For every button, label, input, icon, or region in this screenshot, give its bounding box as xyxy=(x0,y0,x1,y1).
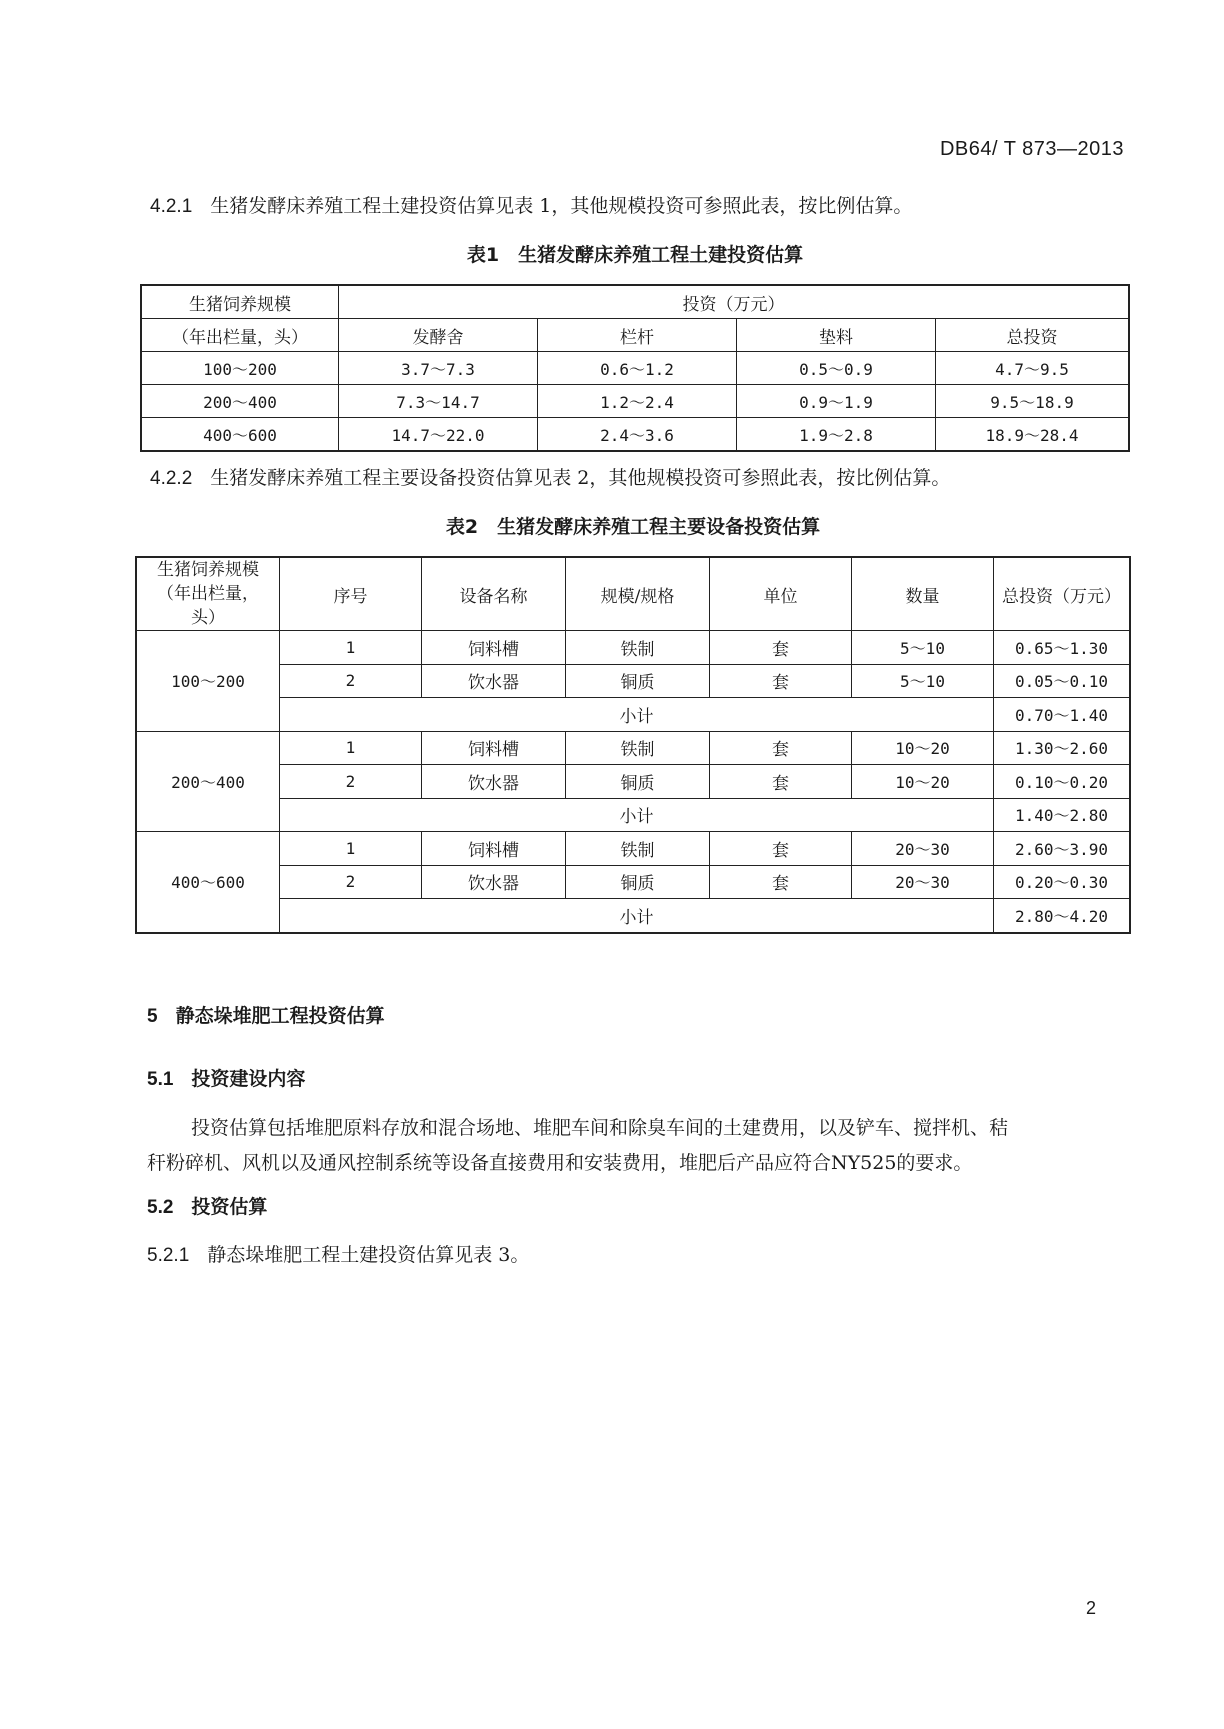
section-number: 5.2.1 xyxy=(147,1245,190,1266)
subtotal-label: 小计 xyxy=(280,798,994,832)
table-cell: 9.5～18.9 xyxy=(936,385,1130,418)
section-number: 5.2 xyxy=(147,1197,174,1218)
column-header: 总投资 xyxy=(936,319,1130,352)
table2-caption: 表2 生猪发酵床养殖工程主要设备投资估算 xyxy=(445,516,821,538)
table-cell: 10～20 xyxy=(852,731,994,765)
table-cell: 饲料槽 xyxy=(422,631,566,665)
table-cell: 20～30 xyxy=(852,865,994,899)
column-header: 设备名称 xyxy=(422,557,566,631)
subtotal-label: 小计 xyxy=(280,899,994,933)
table2 xyxy=(135,556,1131,934)
scale-header-line2: （年出栏量， xyxy=(157,584,259,604)
table-cell: 10～20 xyxy=(852,765,994,799)
document-id: DB64/ T 873—2013 xyxy=(939,138,1124,160)
scale-header xyxy=(136,557,280,631)
table-cell: 套 xyxy=(710,631,852,665)
table-cell: 3.7～7.3 xyxy=(339,352,538,385)
section-4-2-2 xyxy=(150,460,950,497)
table-cell: 1 xyxy=(280,631,422,665)
section-number: 5.1 xyxy=(147,1069,174,1090)
section-5-1-heading xyxy=(147,1064,305,1091)
column-header: 规模/规格 xyxy=(566,557,710,631)
column-header: 数量 xyxy=(852,557,994,631)
column-header: 垫料 xyxy=(737,319,936,352)
subtotal-row xyxy=(136,899,1130,933)
table-cell: 饲料槽 xyxy=(422,731,566,765)
table-row xyxy=(136,664,1130,698)
scale-cell: 400～600 xyxy=(136,832,280,933)
table-cell: 4.7～9.5 xyxy=(936,352,1130,385)
page-number: 2 xyxy=(1086,1598,1097,1618)
table-cell: 0.9～1.9 xyxy=(737,385,936,418)
table-cell: 饮水器 xyxy=(422,865,566,899)
section-number: 4.2.2 xyxy=(150,468,193,489)
section-title: 投资估算 xyxy=(191,1196,268,1218)
table-cell: 2 xyxy=(280,865,422,899)
scale-cell: 200～400 xyxy=(136,731,280,832)
table-row xyxy=(141,352,1129,385)
column-header: 单位 xyxy=(710,557,852,631)
table-cell: 1.9～2.8 xyxy=(737,418,936,452)
table-cell: 饲料槽 xyxy=(422,832,566,866)
table-cell: 1 xyxy=(280,832,422,866)
section-4-2-1 xyxy=(150,188,912,225)
table-cell: 套 xyxy=(710,765,852,799)
section-text: 生猪发酵床养殖工程土建投资估算见表 1，其他规模投资可参照此表，按比例估算。 xyxy=(210,195,913,217)
section-number: 5 xyxy=(147,1006,158,1027)
table-cell: 饮水器 xyxy=(422,765,566,799)
table-cell: 5～10 xyxy=(852,631,994,665)
table-cell: 套 xyxy=(710,664,852,698)
table-cell: 铜质 xyxy=(566,865,710,899)
table-cell: 18.9～28.4 xyxy=(936,418,1130,452)
table-row xyxy=(136,765,1130,799)
scale-header-line1: 生猪饲养规模 xyxy=(141,285,339,319)
section-text: 静态垛堆肥工程土建投资估算见表 3。 xyxy=(207,1244,530,1266)
table-cell: 0.6～1.2 xyxy=(538,352,737,385)
table-cell: 1.2～2.4 xyxy=(538,385,737,418)
table-cell: 饮水器 xyxy=(422,664,566,698)
table-cell: 2 xyxy=(280,765,422,799)
scale-cell: 100～200 xyxy=(136,631,280,732)
subtotal-value: 1.40～2.80 xyxy=(994,798,1131,832)
table-cell: 铁制 xyxy=(566,631,710,665)
section-5-2-heading xyxy=(147,1192,267,1219)
investment-header: 投资（万元） xyxy=(339,285,1130,319)
scale-header-line1: 生猪饲养规模 xyxy=(157,560,259,580)
subtotal-value: 0.70～1.40 xyxy=(994,698,1131,732)
table-cell: 2.60～3.90 xyxy=(994,832,1131,866)
table-cell: 套 xyxy=(710,865,852,899)
section-text: 生猪发酵床养殖工程主要设备投资估算见表 2，其他规模投资可参照此表，按比例估算。 xyxy=(210,467,951,489)
column-header: 总投资（万元） xyxy=(994,557,1131,631)
table-row xyxy=(141,418,1129,452)
table-row xyxy=(136,731,1130,765)
table-cell: 0.5～0.9 xyxy=(737,352,936,385)
scale-header-line2: （年出栏量，头） xyxy=(141,319,339,352)
table-cell: 0.10～0.20 xyxy=(994,765,1131,799)
section-number: 4.2.1 xyxy=(150,196,193,217)
table-row xyxy=(136,631,1130,665)
section-title: 静态垛堆肥工程投资估算 xyxy=(175,1005,385,1027)
table-cell: 铁制 xyxy=(566,832,710,866)
table-cell: 0.65～1.30 xyxy=(994,631,1131,665)
table1 xyxy=(140,284,1130,452)
table-cell: 铁制 xyxy=(566,731,710,765)
table-cell: 0.20～0.30 xyxy=(994,865,1131,899)
section-5-2-1 xyxy=(147,1237,529,1274)
section-5-1-para-line2: 秆粉碎机、风机以及通风控制系统等设备直接费用和安装费用，堆肥后产品应符合NY525的要求。 xyxy=(147,1152,973,1174)
table1-caption: 表1 生猪发酵床养殖工程土建投资估算 xyxy=(466,244,804,266)
table-row xyxy=(136,865,1130,899)
table-cell: 2.4～3.6 xyxy=(538,418,737,452)
subtotal-row xyxy=(136,698,1130,732)
table-cell: 铜质 xyxy=(566,664,710,698)
table-row xyxy=(136,832,1130,866)
table-cell: 400～600 xyxy=(141,418,339,452)
column-header: 发酵舍 xyxy=(339,319,538,352)
table-cell: 5～10 xyxy=(852,664,994,698)
table-row xyxy=(141,385,1129,418)
table-cell: 7.3～14.7 xyxy=(339,385,538,418)
table-cell: 套 xyxy=(710,731,852,765)
section-title: 投资建设内容 xyxy=(191,1068,306,1090)
subtotal-row xyxy=(136,798,1130,832)
subtotal-label: 小计 xyxy=(280,698,994,732)
table-cell: 100～200 xyxy=(141,352,339,385)
section-5-heading xyxy=(147,1001,385,1028)
table-cell: 1 xyxy=(280,731,422,765)
table-cell: 0.05～0.10 xyxy=(994,664,1131,698)
table-cell: 2 xyxy=(280,664,422,698)
subtotal-value: 2.80～4.20 xyxy=(994,899,1131,933)
section-5-1-para-line1: 投资估算包括堆肥原料存放和混合场地、堆肥车间和除臭车间的土建费用，以及铲车、搅拌机、秸 xyxy=(191,1117,1009,1139)
table-cell: 14.7～22.0 xyxy=(339,418,538,452)
table-cell: 套 xyxy=(710,832,852,866)
table-cell: 铜质 xyxy=(566,765,710,799)
column-header: 序号 xyxy=(280,557,422,631)
column-header: 栏杆 xyxy=(538,319,737,352)
scale-header-line3: 头） xyxy=(191,608,225,628)
table-cell: 200～400 xyxy=(141,385,339,418)
table-cell: 1.30～2.60 xyxy=(994,731,1131,765)
table-cell: 20～30 xyxy=(852,832,994,866)
